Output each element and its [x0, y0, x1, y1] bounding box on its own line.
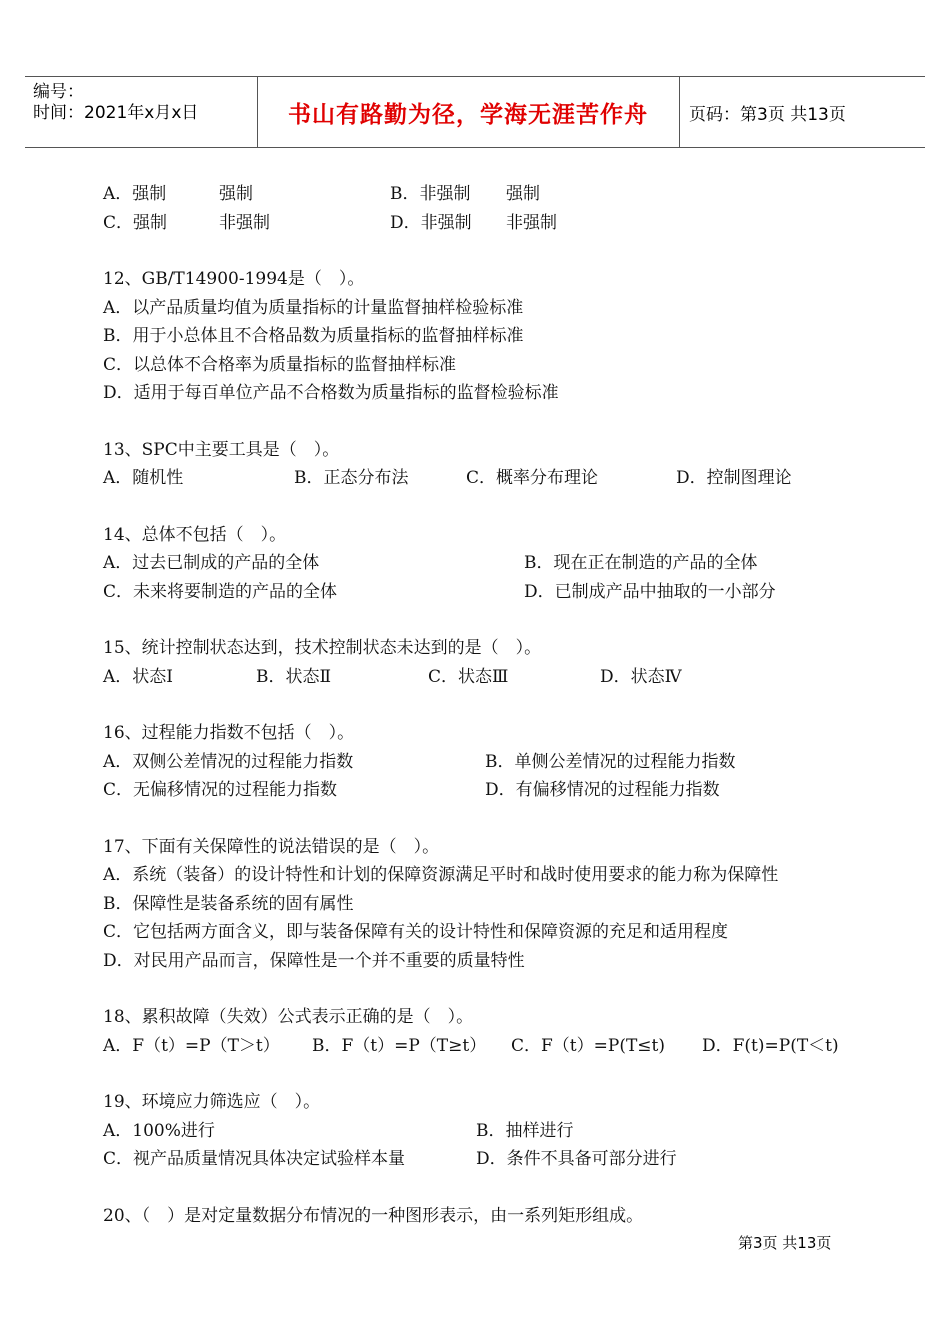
question-16-options-row2 [103, 776, 893, 805]
question-14-option-b: B．现在正在制造的产品的全体 [524, 553, 758, 573]
question-13-option-d: D．控制图理论 [676, 468, 792, 488]
question-18-option-a: A．F（t）=P（T＞t） [103, 1035, 280, 1056]
question-19-options-row2 [103, 1145, 893, 1174]
question-16-option-c: C．无偏移情况的过程能力指数 [103, 780, 338, 800]
question-16-stem: 16、过程能力指数不包括（ ）。 [103, 723, 355, 743]
option-b: B．非强制 [390, 184, 471, 204]
question-19-option-b: B．抽样进行 [476, 1120, 574, 1141]
question-13-stem: 13、SPC中主要工具是（ ）。 [103, 439, 340, 460]
question-15-option-d: D．状态Ⅳ [600, 666, 682, 687]
question-15-option-a: A．状态Ⅰ [103, 666, 173, 687]
question-list [103, 180, 893, 1230]
question-12-option-b: B．用于小总体且不合格品数为质量指标的监督抽样标准 [103, 326, 524, 346]
option-d-value: 非强制 [506, 212, 557, 233]
option-c-value: 非强制 [219, 212, 270, 233]
number-label: 编号： [33, 82, 84, 102]
question-13-option-a: A．随机性 [103, 468, 184, 488]
question-13-option-c: C．概率分布理论 [466, 468, 599, 488]
question-14-options-row2 [103, 578, 893, 607]
question-17-stem: 17、下面有关保障性的说法错误的是（ ）。 [103, 836, 440, 857]
question-15-stem: 15、统计控制状态达到，技术控制状态未达到的是（ ）。 [103, 638, 542, 658]
question-19-option-d: D．条件不具备可部分进行 [476, 1149, 677, 1169]
option-row [103, 209, 893, 238]
question-14-stem: 14、总体不包括（ ）。 [103, 524, 287, 545]
question-15-option-c: C．状态Ⅲ [428, 666, 509, 687]
question-18-options [103, 1032, 893, 1061]
question-12-option-d: D．适用于每百单位产品不合格数为质量指标的监督检验标准 [103, 383, 559, 403]
question-14-options-row1 [103, 549, 893, 578]
question-18-option-b: B．F（t）=P（T≥t） [312, 1035, 487, 1056]
question-13-options [103, 464, 893, 493]
question-18-stem: 18、累积故障（失效）公式表示正确的是（ ）。 [103, 1007, 474, 1027]
question-19-option-c: C．视产品质量情况具体决定试验样本量 [103, 1149, 406, 1169]
option-row [103, 180, 893, 209]
question-14-option-a: A．过去已制成的产品的全体 [103, 553, 320, 573]
question-18-option-c: C．F（t）=P(T≤t) [511, 1035, 665, 1056]
header-page-info: 页码：第3页 共13页 [689, 104, 846, 125]
question-19-option-a: A．100%进行 [103, 1120, 215, 1141]
header-meta [33, 82, 198, 124]
question-12-option-a: A．以产品质量均值为质量指标的计量监督抽样检验标准 [103, 297, 524, 318]
question-12-option-c: C．以总体不合格率为质量指标的监督抽样标准 [103, 354, 457, 375]
question-16-options-row1 [103, 748, 893, 777]
question-20-stem: 20、（ ）是对定量数据分布情况的一种图形表示，由一系列矩形组成。 [103, 1205, 644, 1226]
question-16-option-b: B．单侧公差情况的过程能力指数 [485, 751, 736, 772]
question-17-option-c: C．它包括两方面含义，即与装备保障有关的设计特性和保障资源的充足和适用程度 [103, 922, 729, 942]
question-16-option-a: A．双侧公差情况的过程能力指数 [103, 751, 354, 772]
question-12-stem: 12、GB/T14900-1994是（ ）。 [103, 269, 365, 289]
page-header [25, 76, 925, 148]
question-13-option-b: B．正态分布法 [294, 468, 409, 488]
question-15-option-b: B．状态Ⅱ [256, 666, 332, 687]
question-18-option-d: D．F(t)=P(T＜t) [702, 1035, 839, 1056]
option-b-value: 强制 [506, 184, 540, 204]
header-motto: 书山有路勤为径，学海无涯苦作舟 [288, 101, 648, 128]
option-a-value: 强制 [219, 184, 253, 204]
time-label: 时间：2021年x月x日 [33, 103, 199, 123]
question-17-option-a: A．系统（装备）的设计特性和计划的保障资源满足平时和战时使用要求的能力称为保障性 [103, 865, 779, 885]
option-a: A．强制 [103, 184, 167, 204]
option-c: C．强制 [103, 212, 168, 233]
question-14-option-c: C．未来将要制造的产品的全体 [103, 581, 338, 602]
question-19-stem: 19、环境应力筛选应（ ）。 [103, 1092, 321, 1112]
question-19-options-row1 [103, 1117, 893, 1146]
option-d: D．非强制 [390, 212, 472, 233]
question-14-option-d: D．已制成产品中抽取的一小部分 [524, 581, 776, 602]
question-15-options [103, 663, 893, 692]
question-17-option-d: D．对民用产品而言，保障性是一个并不重要的质量特性 [103, 950, 525, 971]
header-divider-right [679, 77, 680, 147]
question-17-option-b: B．保障性是装备系统的固有属性 [103, 893, 354, 914]
question-16-option-d: D．有偏移情况的过程能力指数 [485, 780, 720, 800]
page-footer: 第3页 共13页 [738, 1234, 832, 1252]
